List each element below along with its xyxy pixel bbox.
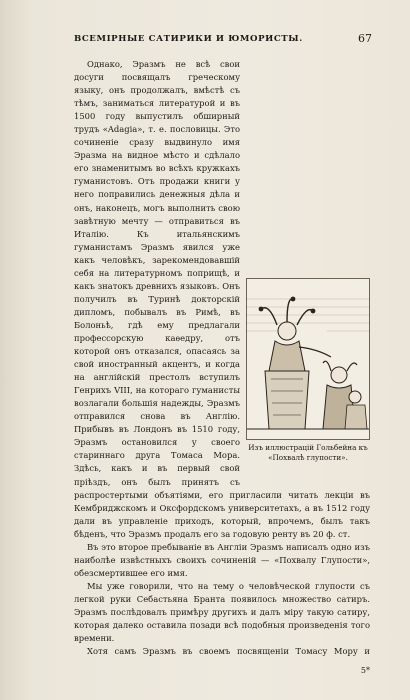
running-title: ВСЕМІРНЫЕ САТИРИКИ И ЮМОРИСТЫ. (74, 34, 303, 44)
signature-mark: 5* (360, 666, 370, 675)
paragraph-text: Хотя самъ Эразмъ въ своемъ посвященіи Томасу Мору и (87, 646, 370, 657)
page-number: 67 (358, 32, 372, 45)
paragraph-text: Однако, Эразмъ не всѣ свои досуги посвящалъ греческому языку, онъ продолжалъ, вмѣстѣ съ тѣмъ, заниматься литературой и въ 1500 году выпустилъ обширный трудъ «Adagia», т. е. пословицы. Это сочиненіе сразу выдвинуло имя Эразма на видное мѣсто и сдѣлало его знаменитымъ во всѣхъ кружкахъ гуманистовъ. Отъ продажи книги у него поправились денежныя дѣла и онъ, наконецъ, могъ выполнить свою завѣтную мечту — отправиться въ Италію. Къ итальянскимъ гуманистамъ Эразмъ явился уже какъ человѣкъ, зарекомендовавшій себя на литературномъ поприщѣ, и какъ знатокъ древнихъ языковъ. Онъ получилъ въ Туринѣ докторскій дипломъ, побывалъ въ Римѣ, въ Болоньѣ, гдѣ ему предлагали профессорскую каѳедру, отъ которой онъ отказался, опасаясь за свой иностранный акцентъ, и когда на англійскій престолъ вступилъ Генрихъ VIII, на котораго гуманисты возлагали большія надежды, Эразмъ отправился снова въ Англію. Прибывъ въ Лондонъ въ 1510 году, Эразмъ остановился у своего стариннаго друга Томаса Мора. Здѣсь, какъ и въ первый свой пріѣздъ, онъ былъ принятъ съ распростертыми объятіями, его пригласили читать лекціи въ Кембриджскомъ и Оксфордскомъ университетахъ, а въ 1512 году дали въ управленіе приходъ, который, впрочемъ, былъ такъ бѣденъ, что Эразмъ продалъ его за годовую ренту въ 20 ф. ст. (74, 59, 370, 539)
figure (246, 278, 370, 478)
paragraph-text: Въ это второе пребываніе въ Англіи Эразмъ написалъ одно изъ наиболѣе извѣстныхъ своихъ сочиненій — «Похвалу Глупости», обезсмертившее его имя. (74, 541, 370, 578)
caption-line-1: Изъ иллюстрацій Гольбейна къ (248, 443, 368, 452)
paragraph-1 (74, 58, 370, 541)
holbein-illustration (246, 278, 370, 440)
paragraph-2 (74, 541, 370, 580)
running-header (74, 34, 372, 48)
text-body (74, 58, 370, 658)
paragraph-text: Мы уже говорили, что на тему о человѣческой глупости съ легкой руки Себастьяна Бранта появилось множество сатиръ. Эразмъ послѣдовалъ примѣру другихъ и далъ міру такую сатиру, которая далеко оставила позади всѣ подобныя произведенія того времени. (74, 580, 370, 644)
paragraph-4 (74, 645, 370, 658)
caption-line-2: «Похвалѣ глупости». (268, 452, 348, 462)
paragraph-3 (74, 580, 370, 645)
figure-caption (246, 443, 370, 462)
woodcut-drawing (247, 279, 369, 439)
